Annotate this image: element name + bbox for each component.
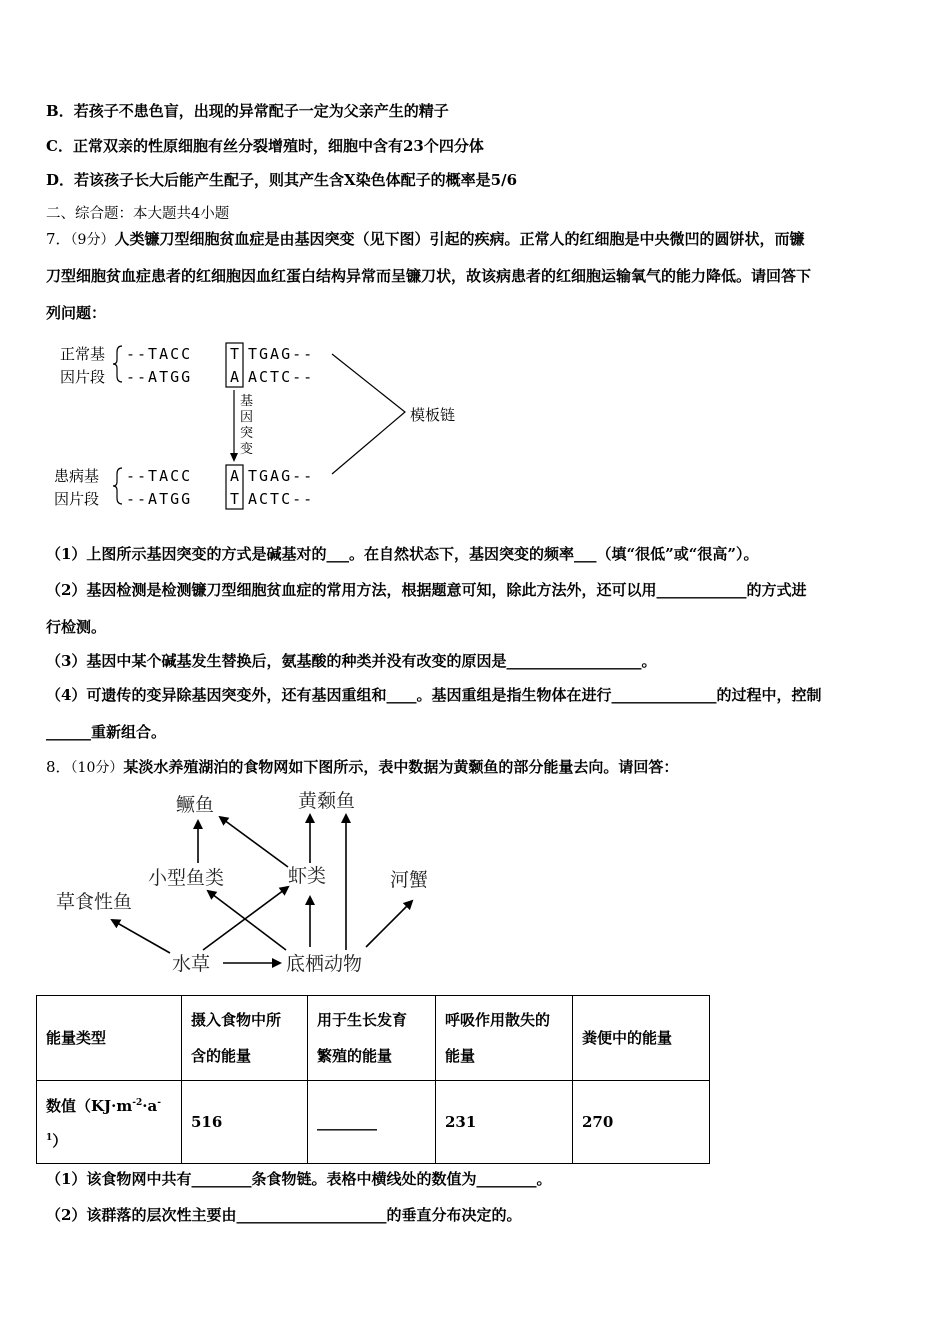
q7-score: （9分） [70, 232, 115, 248]
edge-diqi-to-xiaoxing [208, 891, 286, 950]
mutation-char-3: 突 [240, 426, 254, 441]
header-cell: 用于生长发育 繁殖的能量 [308, 996, 436, 1081]
patient-bottom-boxed: T [230, 490, 242, 508]
q7-stem-line2: 刀型细胞贫血症患者的红细胞因血红蛋白结构异常而呈镰刀状，故该病患者的红细胞运输氧气的能力降低。请回答下 [46, 267, 812, 285]
q7-stem-line3: 列问题： [46, 304, 107, 322]
node-hexie: 河蟹 [390, 869, 429, 891]
normal-top-end: TGAG-- [248, 345, 315, 363]
option-c: C．正常双亲的性原细胞有丝分裂增殖时，细胞中含有23个四分体 [46, 137, 484, 155]
q7-number: 7． [46, 230, 71, 248]
patient-label-2: 因片段 [54, 490, 100, 508]
row-label-cell: 数值（$KJ\cdot m^{-2}\cdot a^-$ $^1$） [37, 1081, 182, 1164]
edge-xia-to-guiyu [220, 817, 288, 867]
node-xiaoxingyulei: 小型鱼类 [148, 867, 225, 889]
q7-sub1: （1）上图所示基因突变的方式是碱基对的___。在自然状态下，基因突变的频率___（填“很低”或“很高”）。 [46, 545, 759, 563]
q7-sub4-line1: （4）可遗传的变异除基因突变外，还有基因重组和____。基因重组是指生物体在进行______________的过程中，控制 [46, 686, 822, 704]
value-cell: 270 [573, 1081, 710, 1164]
node-shuicao: 水草 [172, 953, 211, 975]
mutation-char-4: 变 [240, 442, 254, 457]
patient-top-boxed: A [230, 467, 242, 485]
option-text: 若孩子不患色盲，出现的异常配子一定为父亲产生的精子 [73, 102, 449, 120]
normal-bottom-start: --ATGG [126, 368, 193, 386]
patient-brace [113, 468, 122, 504]
table-header-row [37, 996, 710, 1081]
value-cell: 516 [182, 1081, 308, 1164]
value-cell-blank: ________ [308, 1081, 436, 1164]
q7-sub4-line2: ______重新组合。 [46, 723, 167, 741]
patient-bottom-start: --ATGG [126, 490, 193, 508]
section-title: 二、综合题：本大题共4小题 [46, 206, 230, 222]
q8-sub1: （1）该食物网中共有________条食物链。表格中横线处的数值为________。 [46, 1170, 552, 1188]
normal-bottom-end: ACTC-- [248, 368, 315, 386]
value-cell: 231 [436, 1081, 573, 1164]
q8-score: （10分） [70, 760, 124, 776]
patient-top-start: --TACC [126, 467, 193, 485]
option-letter: D [46, 171, 60, 189]
template-label: 模板链 [410, 406, 456, 424]
mutation-char-2: 因 [240, 410, 254, 425]
q7-sub3: （3）基因中某个碱基发生替换后，氨基酸的种类并没有改变的原因是__________________。 [46, 652, 657, 670]
option-letter: B [46, 102, 59, 120]
normal-brace [113, 346, 122, 382]
header-cell: 粪便中的能量 [573, 996, 710, 1081]
q7-stem-line1 [46, 229, 804, 250]
edge-diqi-to-hexie [366, 901, 412, 947]
template-pointer [332, 354, 405, 474]
option-d: D．若该孩子长大后能产生配子，则其产生含X染色体配子的概率是5/6 [46, 171, 518, 189]
normal-top-boxed: T [230, 345, 242, 363]
table-row [37, 1081, 710, 1164]
option-letter: C [46, 137, 58, 155]
q8-stem [46, 757, 678, 778]
node-guiyu: 鳜鱼 [176, 794, 215, 816]
option-b: B．若孩子不患色盲，出现的异常配子一定为父亲产生的精子 [46, 102, 449, 120]
patient-label-1: 患病基 [54, 467, 100, 485]
gene-mutation-diagram [50, 340, 490, 520]
header-cell: 呼吸作用散失的 能量 [436, 996, 573, 1081]
node-huangsangyu: 黄颡鱼 [298, 790, 356, 812]
food-web-diagram [48, 785, 468, 980]
normal-label-1: 正常基 [60, 345, 106, 363]
q7-sub2-line1: （2）基因检测是检测镰刀型细胞贫血症的常用方法，根据题意可知，除此方法外，还可以用____________的方式进 [46, 581, 807, 599]
q8-number: 8． [46, 758, 71, 776]
energy-table [36, 995, 710, 1164]
normal-bottom-boxed: A [230, 368, 242, 386]
q7-stem: 人类镰刀型细胞贫血症是由基因突变（见下图）引起的疾病。正常人的红细胞是中央微凹的圆饼状，而镰 [114, 230, 805, 248]
node-diqidongwu: 底栖动物 [286, 953, 363, 975]
normal-top-start: --TACC [126, 345, 193, 363]
option-text: 若该孩子长大后能产生配子，则其产生含X染色体配子的概率是5/6 [74, 171, 518, 189]
patient-bottom-end: ACTC-- [248, 490, 315, 508]
normal-label-2: 因片段 [60, 368, 106, 386]
node-caoshixingyu: 草食性鱼 [56, 891, 133, 913]
patient-top-end: TGAG-- [248, 467, 315, 485]
mutation-char-1: 基 [240, 394, 254, 409]
header-cell: 摄入食物中所 含的能量 [182, 996, 308, 1081]
q8-stem-text: 某淡水养殖湖泊的食物网如下图所示，表中数据为黄颡鱼的部分能量去向。请回答： [123, 758, 679, 776]
edge-shuicao-to-caoshi [112, 920, 170, 953]
option-text: 正常双亲的性原细胞有丝分裂增殖时，细胞中含有23个四分体 [72, 137, 484, 155]
header-cell: 能量类型 [37, 996, 182, 1081]
q7-sub2-line2: 行检测。 [46, 618, 107, 636]
node-xialei: 虾类 [288, 865, 327, 887]
q8-sub2: （2）该群落的层次性主要由____________________的垂直分布决定的。 [46, 1206, 522, 1224]
